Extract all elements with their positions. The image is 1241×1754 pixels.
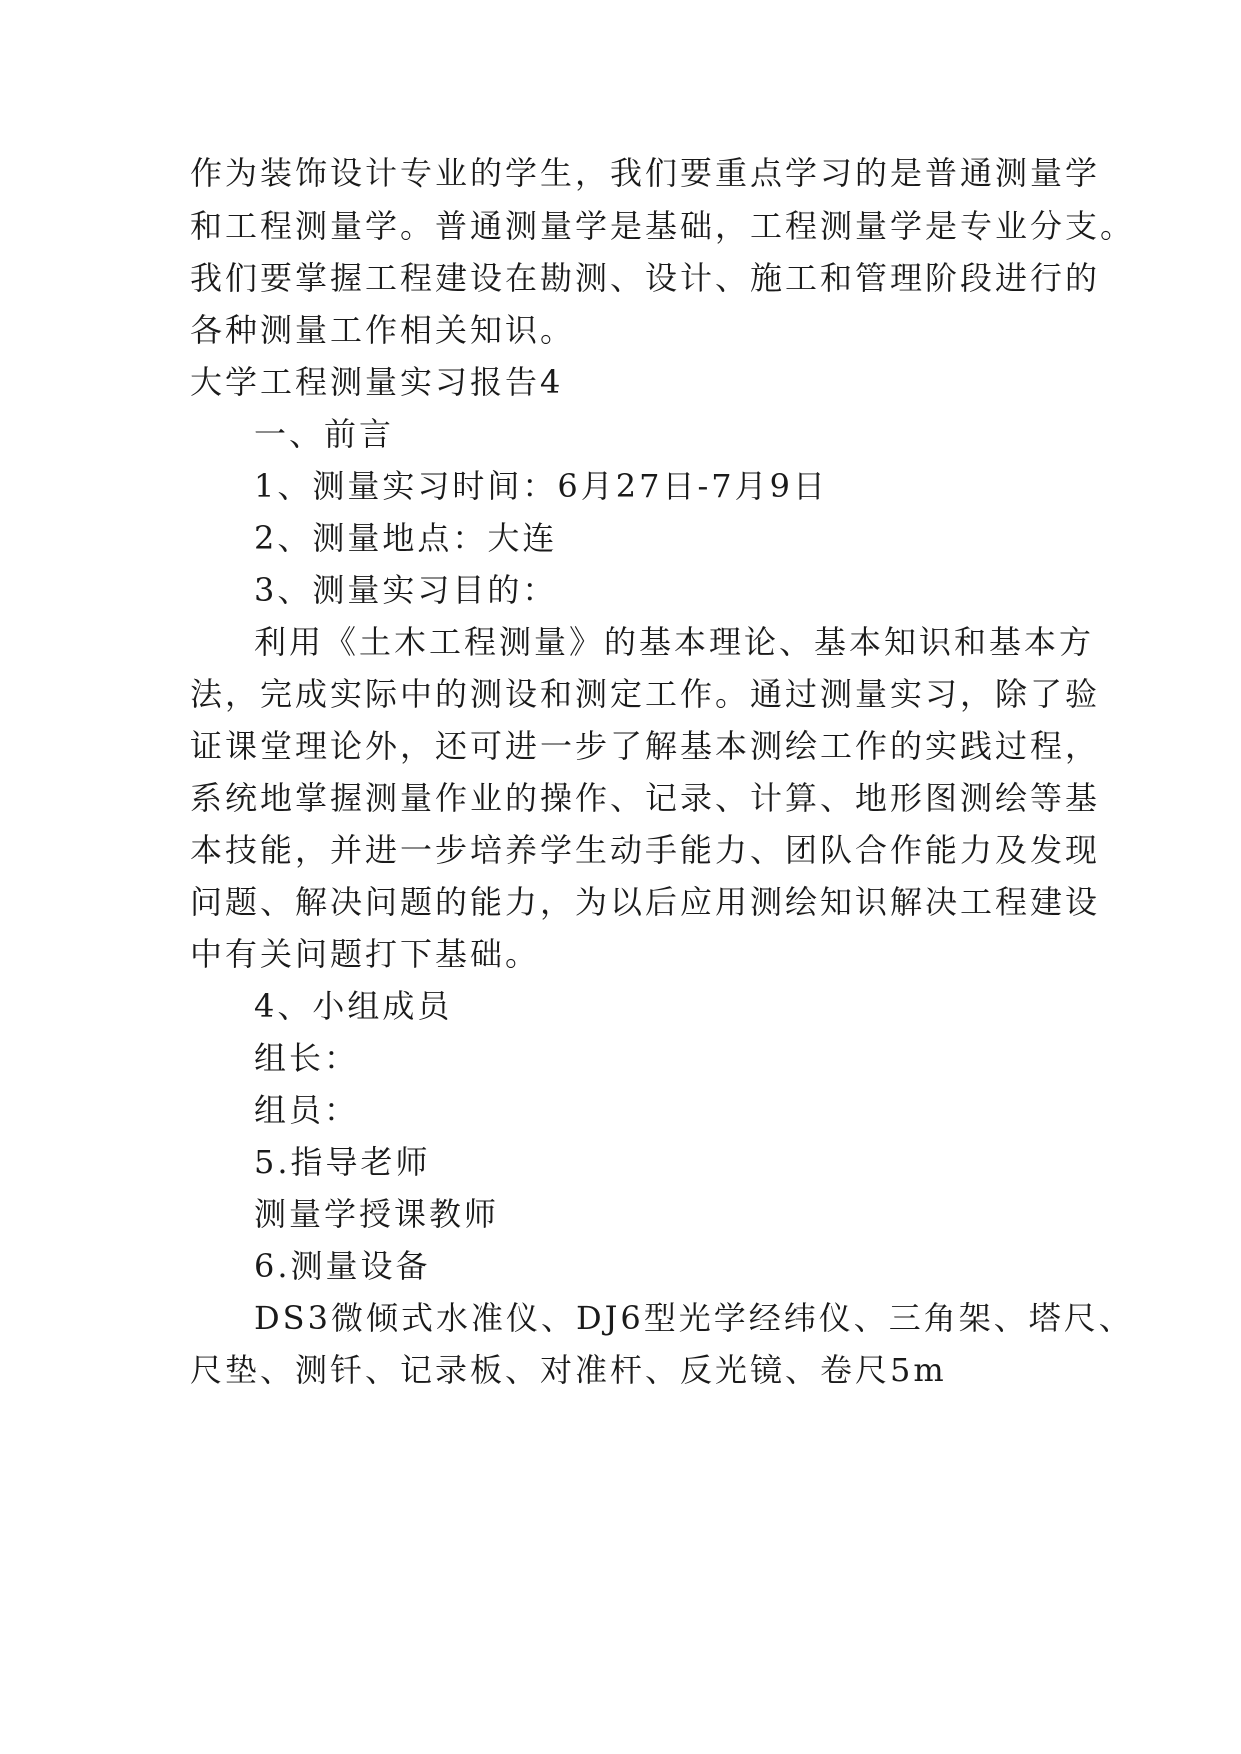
section-preface: 一、前言 (254, 415, 395, 453)
purpose-line-7: 中有关问题打下基础。 (190, 935, 541, 973)
equipment-line-2: 尺垫、测钎、记录板、对准杆、反光镜、卷尺5m (190, 1351, 947, 1389)
purpose-line-3: 证课堂理论外，还可进一步了解基本测绘工作的实践过程， (190, 727, 1101, 765)
teacher-value: 测量学授课教师 (254, 1195, 500, 1233)
item-time: 1、测量实习时间：6月27日-7月9日 (254, 467, 828, 505)
intro-line-3: 我们要掌握工程建设在勘测、设计、施工和管理阶段进行的 (190, 259, 1101, 297)
intro-line-1: 作为装饰设计专业的学生，我们要重点学习的是普通测量学 (190, 154, 1101, 192)
item-members-heading: 4、小组成员 (254, 987, 453, 1025)
item-purpose-heading: 3、测量实习目的： (254, 571, 558, 609)
purpose-line-5: 本技能，并进一步培养学生动手能力、团队合作能力及发现 (190, 831, 1101, 869)
purpose-line-6: 问题、解决问题的能力，为以后应用测绘知识解决工程建设 (190, 883, 1101, 921)
purpose-line-2: 法，完成实际中的测设和测定工作。通过测量实习，除了验 (190, 675, 1101, 713)
member-label: 组员： (254, 1091, 360, 1129)
purpose-line-4: 系统地掌握测量作业的操作、记录、计算、地形图测绘等基 (190, 779, 1101, 817)
leader-label: 组长： (254, 1039, 360, 1077)
purpose-line-1: 利用《土木工程测量》的基本理论、基本知识和基本方 (254, 623, 1095, 661)
report-title: 大学工程测量实习报告4 (190, 363, 564, 401)
equipment-line-1: DS3微倾式水准仪、DJ6型光学经纬仪、三角架、塔尺、 (254, 1299, 1134, 1337)
intro-line-2: 和工程测量学。普通测量学是基础，工程测量学是专业分支。 (190, 207, 1136, 245)
item-equipment-heading: 6.测量设备 (254, 1247, 431, 1285)
item-place: 2、测量地点：大连 (254, 519, 558, 557)
item-teacher-heading: 5.指导老师 (254, 1143, 431, 1181)
intro-line-4: 各种测量工作相关知识。 (190, 311, 576, 349)
